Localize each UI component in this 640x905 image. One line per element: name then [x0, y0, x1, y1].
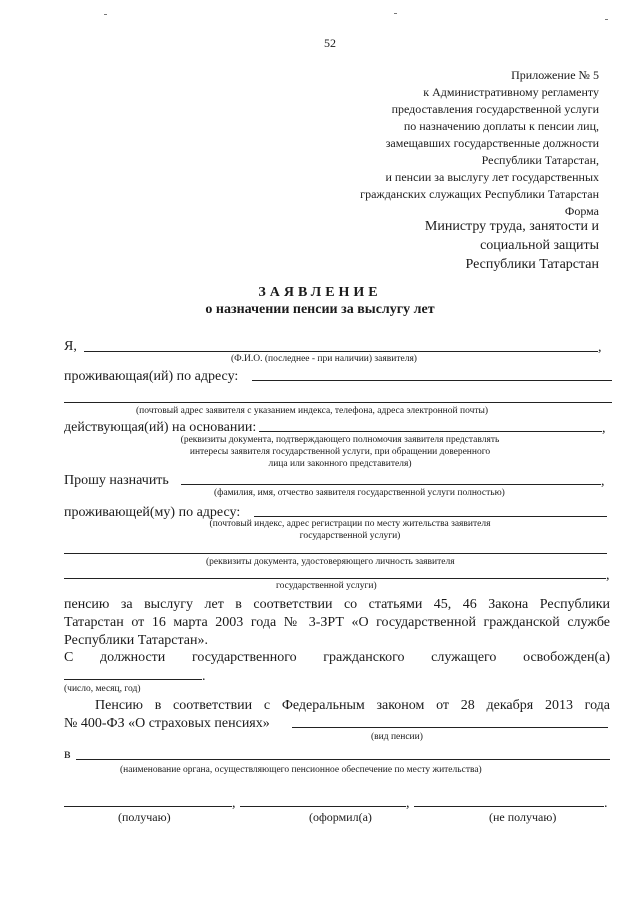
appendix-line: предоставления государственной услуги — [391, 102, 599, 116]
date-hint: (число, месяц, год) — [64, 684, 141, 694]
living-label: проживающая(ий) по адресу: — [64, 369, 239, 384]
address-hint: (почтовый адрес заявителя с указанием индекса, телефона, адреса электронной почты) — [136, 406, 489, 416]
acting-hint-line: (реквизиты документа, подтверждающего полномочия заявителя представлять — [180, 435, 500, 445]
law-line-2: № 400-ФЗ «О страховых пенсиях» — [64, 716, 270, 731]
living2-label: проживающей(му) по адресу: — [64, 505, 241, 520]
living2-hint-line: государственной услуги) — [299, 531, 401, 541]
addressee-line: Республики Татарстан — [465, 257, 599, 272]
appendix-line: Республики Татарстан, — [481, 153, 599, 167]
applied-label: (оформил(а) — [309, 810, 372, 824]
address-input-line-2[interactable] — [64, 402, 612, 403]
fio-input-line[interactable] — [84, 351, 598, 352]
living2-hint-line: (почтовый индекс, адрес регистрации по месту жительства заявителя — [209, 519, 491, 529]
applied-line[interactable] — [240, 806, 406, 807]
date-period: . — [202, 669, 206, 684]
doc-hint: (реквизиты документа, удостоверяющего личность заявителя — [206, 557, 455, 567]
document-subtitle: о назначении пенсии за выслугу лет — [205, 302, 435, 317]
appendix-line: гражданских служащих Республики Татарстан — [360, 187, 599, 201]
scan-speck — [394, 13, 397, 14]
scan-speck — [104, 14, 107, 15]
acting-input-line[interactable] — [259, 431, 602, 432]
request-hint: (фамилия, имя, отчество заявителя государственной услуги полностью) — [214, 488, 505, 498]
organ-input-line[interactable] — [76, 759, 610, 760]
address2-input-line[interactable] — [254, 516, 607, 517]
address2-input-line-2[interactable] — [64, 553, 607, 554]
scan-speck — [605, 19, 608, 20]
in-label: в — [64, 747, 71, 762]
not-receiving-label: (не получаю) — [489, 810, 557, 824]
appendix-line: замещавших государственные должности — [385, 136, 599, 150]
fio-comma: , — [598, 340, 602, 355]
acting-hint — [130, 434, 550, 470]
sig-comma-2: , — [406, 796, 410, 811]
receiving-label: (получаю) — [118, 810, 171, 824]
not-receiving-line[interactable] — [414, 806, 604, 807]
receiving-line[interactable] — [64, 806, 232, 807]
pension-type-input-line[interactable] — [292, 727, 608, 728]
appendix-line: и пенсии за выслугу лет государственных — [385, 170, 599, 184]
fio-hint: (Ф.И.О. (последнее - при наличии) заявителя) — [231, 354, 417, 364]
addressee-line: социальной защиты — [480, 238, 599, 253]
living2-hint — [150, 518, 550, 542]
address-input-line[interactable] — [252, 380, 612, 381]
acting-label: действующая(ий) на основании: — [64, 420, 257, 435]
acting-comma: , — [602, 421, 606, 436]
dismissed-line: С должности государственного гражданского служащего освобожден(а) — [64, 650, 610, 665]
date-input-line[interactable] — [64, 679, 202, 680]
request-input-line[interactable] — [181, 484, 601, 485]
appendix-block — [360, 67, 599, 220]
appendix-line: к Административному регламенту — [423, 85, 599, 99]
addressee-line: Министру труда, занятости и — [424, 219, 599, 234]
ya-label: Я, — [64, 339, 77, 354]
appendix-line: по назначению доплаты к пенсии лиц, — [403, 119, 599, 133]
sig-period: . — [604, 796, 608, 811]
pension-line-2: Татарстан от 16 марта 2003 года № 3-ЗРТ «О государственной гражданской службе — [64, 615, 610, 630]
addressee-block — [425, 217, 599, 274]
acting-hint-line: лица или законного представителя) — [268, 459, 412, 469]
sig-comma-1: , — [232, 796, 236, 811]
request-label: Прошу назначить — [64, 473, 169, 488]
pension-line-1: пенсию за выслугу лет в соответствии со статьями 45, 46 Закона Республики — [64, 597, 610, 612]
law-line-1: Пенсию в соответствии с Федеральным законом от 28 декабря 2013 года — [95, 698, 610, 713]
doc-hint-2: государственной услуги) — [276, 581, 377, 591]
doc-input-line[interactable] — [64, 578, 606, 579]
doc-comma: , — [606, 568, 610, 583]
organ-hint: (наименование органа, осуществляющего пенсионное обеспечение по месту жительства) — [120, 765, 482, 775]
document-title: ЗАЯВЛЕНИЕ — [258, 285, 382, 300]
pension-type-hint: (вид пенсии) — [371, 732, 423, 742]
acting-hint-line: интересы заявителя государственной услуги, при обращении доверенного — [189, 447, 491, 457]
request-comma: , — [601, 474, 605, 489]
appendix-line: Приложение № 5 — [511, 68, 599, 82]
page-number: 52 — [324, 36, 336, 50]
appendix-line: Форма — [564, 204, 599, 218]
pension-line-3: Республики Татарстан». — [64, 633, 208, 648]
